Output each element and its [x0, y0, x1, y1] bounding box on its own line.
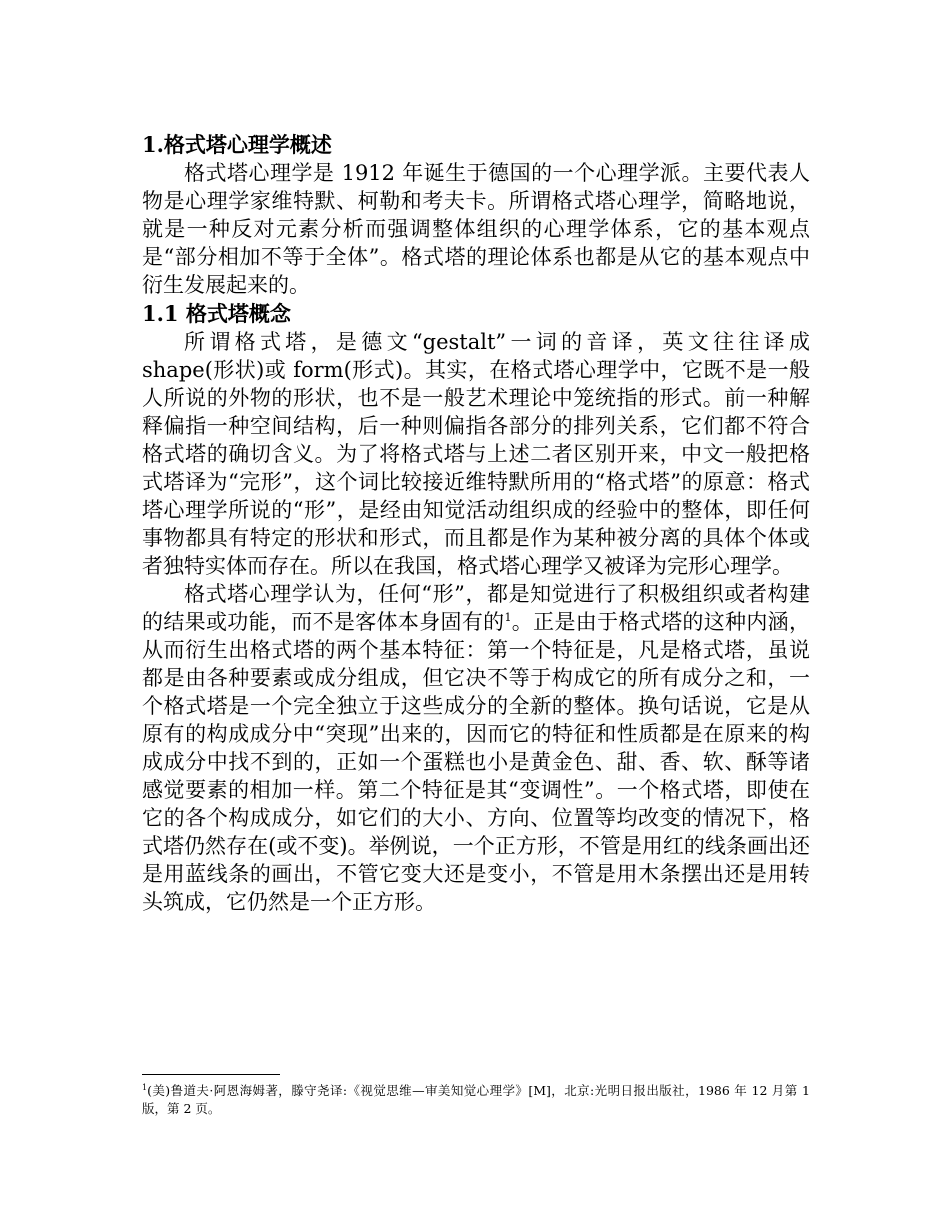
- footnote: [142, 1082, 810, 1118]
- paragraph-features-text-a: 格式塔心理学认为，任何“形”，都是知觉进行了积极组织或者构建的结果或功能，而不是客体本身固有的: [142, 582, 810, 634]
- footnote-separator: [142, 1074, 280, 1075]
- paragraph-features-text-b: 。正是由于格式塔的这种内涵，从而衍生出格式塔的两个基本特征：第一个特征是，凡是格式塔，虽说都是由各种要素或成分组成，但它决不等于构成它的所有成分之和，一个格式塔是一个完全独立于这些成分的全新的整体。换句话说，它是从原有的构成成分中“突现”出来的，因而它的特征和性质都是在原来的构成成分中找不到的，正如一个蛋糕也小是黄金色、甜、香、软、酥等诸感觉要素的相加一样。第二个特征是其“变调性”。一个格式塔，即使在它的各个构成成分，如它们的大小、方向、位置等均改变的情况下，格式塔仍然存在(或不变)。举例说，一个正方形，不管是用红的线条画出还是用蓝线条的画出，不管它变大还是变小，不管是用木条摆出还是用转头筑成，它仍然是一个正方形。: [142, 610, 810, 914]
- footnote-text: (美)鲁道夫·阿恩海姆著，滕守尧译:《视觉思维—审美知觉心理学》[M]，北京:光明日报出版社，1986 年 12 月第 1 版，第 2 页。: [142, 1083, 810, 1116]
- footnote-reference[interactable]: 1: [504, 611, 512, 624]
- paragraph-concept: 所谓格式塔，是德文“gestalt”一词的音译，英文往往译成 shape(形状)或 form(形式)。其实，在格式塔心理学中，它既不是一般人所说的外物的形状，也不是一般艺术理论中笼统指的形式。前一种解释偏指一种空间结构，后一种则偏指各部分的排列关系，它们都不符合格式塔的确切含义。为了将格式塔与上述二者区别开来，中文一般把格式塔译为“完形”，这个词比较接近维特默所用的“格式塔”的原意：格式塔心理学所说的“形”，是经由知觉活动组织成的经验中的整体，即任何事物都具有特定的形状和形式，而且都是作为某种被分离的具体个体或者独特实体而存在。所以在我国，格式塔心理学又被译为完形心理学。: [142, 330, 810, 578]
- document-body: [142, 130, 810, 916]
- paragraph-overview: 格式塔心理学是 1912 年诞生于德国的一个心理学派。主要代表人物是心理学家维特默、柯勒和考夫卡。所谓格式塔心理学，简略地说，就是一种反对元素分析而强调整体组织的心理学体系，它的基本观点是“部分相加不等于全体”。格式塔的理论体系也都是从它的基本观点中衍生发展起来的。: [142, 161, 810, 297]
- paragraph-features: [142, 580, 810, 916]
- footnote-number: 1: [142, 1082, 148, 1092]
- section-heading-1-1: 1.1 格式塔概念: [142, 301, 291, 326]
- section-heading-1: 1.格式塔心理学概述: [142, 132, 332, 157]
